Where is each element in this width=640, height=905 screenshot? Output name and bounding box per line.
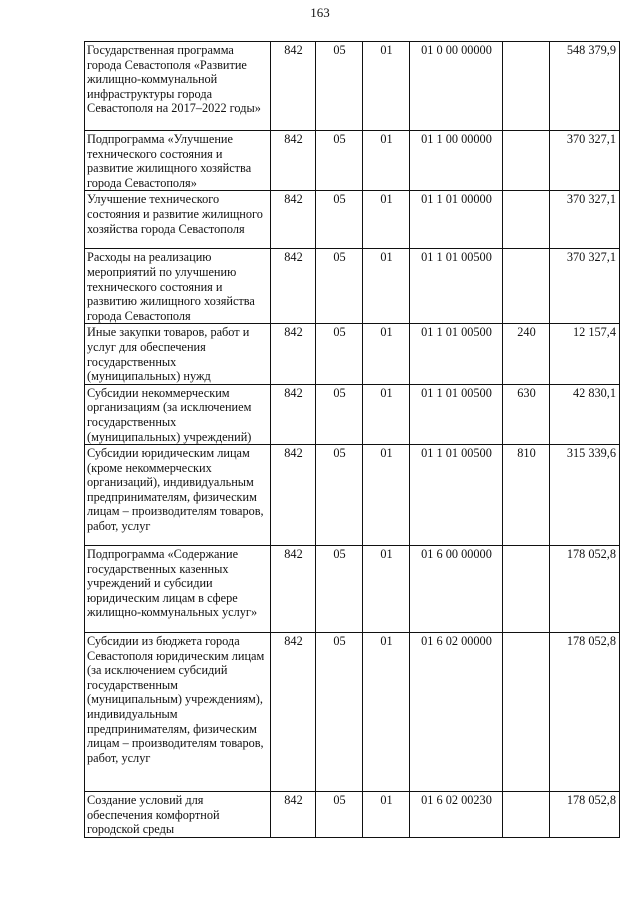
row-target-article: 01 1 01 00000 <box>410 191 503 249</box>
row-target-article: 01 1 00 00000 <box>410 131 503 191</box>
row-expense-type: 240 <box>503 324 550 384</box>
row-subsection-code: 01 <box>363 191 410 249</box>
table-row <box>85 792 620 838</box>
row-name: Подпрограмма «Улучшение технического состояния и развитие жилищного хозяйства города Севастополя» <box>85 131 271 191</box>
row-section-code: 05 <box>316 131 363 191</box>
row-amount: 12 157,4 <box>550 324 620 384</box>
row-subsection-code: 01 <box>363 42 410 131</box>
row-grbs-code: 842 <box>271 42 316 131</box>
row-expense-type: 810 <box>503 445 550 546</box>
row-target-article: 01 6 02 00230 <box>410 792 503 838</box>
row-grbs-code: 842 <box>271 384 316 444</box>
row-grbs-code: 842 <box>271 131 316 191</box>
row-section-code: 05 <box>316 633 363 792</box>
row-grbs-code: 842 <box>271 445 316 546</box>
row-amount: 178 052,8 <box>550 792 620 838</box>
row-amount: 370 327,1 <box>550 249 620 324</box>
row-section-code: 05 <box>316 792 363 838</box>
row-name: Субсидии из бюджета города Севастополя юридическим лицам (за исключением субсидий государственным (муниципальным) учреждениям), индивидуальным предпринимателям, физическим лицам – производителям товаров, работ, услуг <box>85 633 271 792</box>
row-section-code: 05 <box>316 445 363 546</box>
table-row <box>85 249 620 324</box>
row-name: Создание условий для обеспечения комфортной городской среды <box>85 792 271 838</box>
row-expense-type <box>503 131 550 191</box>
row-amount: 42 830,1 <box>550 384 620 444</box>
row-grbs-code: 842 <box>271 249 316 324</box>
table-row <box>85 324 620 384</box>
row-name: Расходы на реализацию мероприятий по улучшению технического состояния и развитию жилищного хозяйства города Севастополя <box>85 249 271 324</box>
budget-table <box>84 41 620 838</box>
row-target-article: 01 1 01 00500 <box>410 445 503 546</box>
row-grbs-code: 842 <box>271 324 316 384</box>
table-row <box>85 384 620 444</box>
row-amount: 548 379,9 <box>550 42 620 131</box>
row-grbs-code: 842 <box>271 792 316 838</box>
table-row <box>85 633 620 792</box>
row-grbs-code: 842 <box>271 546 316 633</box>
row-amount: 370 327,1 <box>550 191 620 249</box>
table-row <box>85 546 620 633</box>
row-name: Улучшение технического состояния и развитие жилищного хозяйства города Севастополя <box>85 191 271 249</box>
row-subsection-code: 01 <box>363 445 410 546</box>
row-expense-type <box>503 546 550 633</box>
row-name: Субсидии некоммерческим организациям (за исключением государственных (муниципальных) учреждений) <box>85 384 271 444</box>
row-expense-type <box>503 42 550 131</box>
row-grbs-code: 842 <box>271 633 316 792</box>
row-grbs-code: 842 <box>271 191 316 249</box>
row-section-code: 05 <box>316 384 363 444</box>
row-section-code: 05 <box>316 546 363 633</box>
row-name: Субсидии юридическим лицам (кроме некоммерческих организаций), индивидуальным предпринимателям, физическим лицам – производителям товаров, работ, услуг <box>85 445 271 546</box>
row-expense-type <box>503 792 550 838</box>
row-section-code: 05 <box>316 249 363 324</box>
table-row <box>85 445 620 546</box>
row-subsection-code: 01 <box>363 384 410 444</box>
row-amount: 370 327,1 <box>550 131 620 191</box>
table-row <box>85 191 620 249</box>
row-subsection-code: 01 <box>363 546 410 633</box>
row-subsection-code: 01 <box>363 249 410 324</box>
row-subsection-code: 01 <box>363 131 410 191</box>
row-target-article: 01 6 00 00000 <box>410 546 503 633</box>
row-target-article: 01 6 02 00000 <box>410 633 503 792</box>
row-target-article: 01 1 01 00500 <box>410 249 503 324</box>
row-name: Государственная программа города Севастополя «Развитие жилищно-коммунальной инфраструктуры города Севастополя на 2017–2022 годы» <box>85 42 271 131</box>
row-target-article: 01 1 01 00500 <box>410 324 503 384</box>
table-row <box>85 131 620 191</box>
budget-table-body <box>85 42 620 838</box>
row-target-article: 01 1 01 00500 <box>410 384 503 444</box>
row-section-code: 05 <box>316 191 363 249</box>
table-row <box>85 42 620 131</box>
row-subsection-code: 01 <box>363 324 410 384</box>
row-subsection-code: 01 <box>363 792 410 838</box>
page-number: 163 <box>310 5 330 20</box>
row-section-code: 05 <box>316 42 363 131</box>
row-subsection-code: 01 <box>363 633 410 792</box>
row-name: Подпрограмма «Содержание государственных казенных учреждений и субсидии юридическим лицам в сфере жилищно-коммунальных услуг» <box>85 546 271 633</box>
row-expense-type <box>503 249 550 324</box>
row-name: Иные закупки товаров, работ и услуг для обеспечения государственных (муниципальных) нужд <box>85 324 271 384</box>
row-amount: 178 052,8 <box>550 633 620 792</box>
row-target-article: 01 0 00 00000 <box>410 42 503 131</box>
row-expense-type: 630 <box>503 384 550 444</box>
row-amount: 315 339,6 <box>550 445 620 546</box>
row-expense-type <box>503 191 550 249</box>
row-expense-type <box>503 633 550 792</box>
row-amount: 178 052,8 <box>550 546 620 633</box>
row-section-code: 05 <box>316 324 363 384</box>
